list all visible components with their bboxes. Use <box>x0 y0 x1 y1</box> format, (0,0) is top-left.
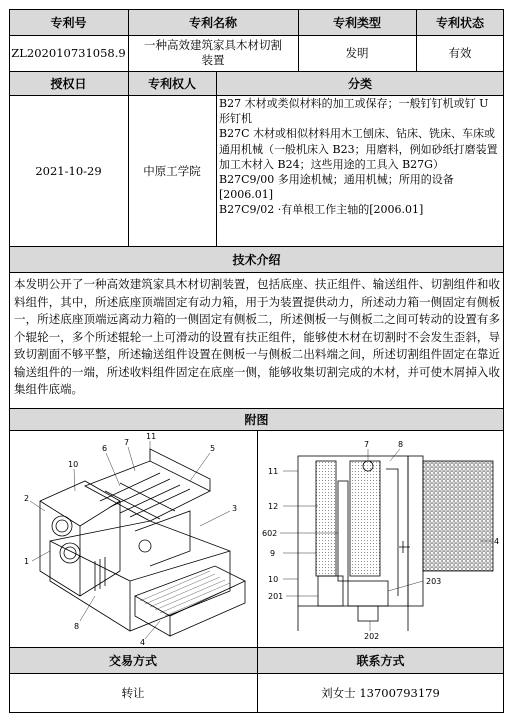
patent-number: ZL202010731058.9 <box>11 46 126 60</box>
contact-info: 刘女士 13700793179 <box>321 686 440 700</box>
tech-description: 本发明公开了一种高效建筑家具木材切割装置，包括底座、扶正组件、输送组件、切割组件和收料组件，其中，所述底座顶端固定有动力箱，用于为装置提供动力，所述动力箱一侧固定有侧板一，所述底座顶端远离动力箱的一侧固定有侧板二，所述侧板一与侧板二之间可转动的设置有多个辊轮一，多个所述辊轮一上可滑动的设置有扶正组件，能够使木材在切割时不会发生歪斜，导致切割面不够平整，所述输送组件设置在侧板一与侧板二出料端之间，所述切割组件固定在靠近输送组件的一端，所述收料组件固定在底座一侧，能够收集切割完成的木材，并可使木屑掉入收集组件底端。 <box>14 277 500 396</box>
classification-list <box>219 96 502 218</box>
header-trade-method: 交易方式 <box>9 648 257 673</box>
grant-date: 2021-10-29 <box>35 163 102 178</box>
figure-label: 12 <box>268 502 279 511</box>
figure-label: 7 <box>364 440 370 449</box>
figure-section-drawing <box>258 431 504 647</box>
figure-label: 8 <box>74 622 80 631</box>
figure-label: 4 <box>140 638 146 647</box>
classification-item: B27C9/00 多用途机械；通用机械；所用的设备[2006.01] <box>219 173 454 202</box>
classification-item: B27 木材或类似材料的加工或保存；一般钉钉机或钉 U 形钉机 <box>219 97 489 126</box>
figure-label: 602 <box>262 529 278 538</box>
figure-label: 2 <box>24 494 30 503</box>
patent-owner: 中原工学院 <box>143 163 201 178</box>
header-owner: 专利权人 <box>128 71 216 95</box>
trade-method: 转让 <box>121 686 145 700</box>
figure-label: 203 <box>426 577 442 586</box>
header-patent-no: 专利号 <box>9 9 128 35</box>
header-patent-status: 专利状态 <box>416 9 504 35</box>
figure-label: 9 <box>270 549 276 558</box>
figure-label: 11 <box>268 467 279 476</box>
tech-section-title: 技术介绍 <box>9 246 504 272</box>
header-patent-name: 专利名称 <box>128 9 298 35</box>
figure-label: 7 <box>124 438 130 447</box>
figure-label: 202 <box>364 632 380 641</box>
figure-label: 3 <box>232 504 238 513</box>
figure-perspective-drawing <box>10 431 258 647</box>
header-patent-type: 专利类型 <box>298 9 416 35</box>
patent-name: 一种高效建筑家具木材切割装置 <box>144 38 282 67</box>
figure-label: 1 <box>24 557 30 566</box>
classification-item: B27C9/02 ·有单根工作主轴的[2006.01] <box>219 203 424 217</box>
figure-section-title: 附图 <box>9 408 504 430</box>
figure-label: 8 <box>398 440 404 449</box>
figure-label: 10 <box>68 460 79 469</box>
figure-label: 11 <box>146 432 157 441</box>
header-classification: 分类 <box>216 71 504 95</box>
classification-item: B27C 木材或相似材料用木工刨床、钻床、铣床、车床或通用机械（一般机床入 B23；用磨料，例如砂纸打磨装置加工木材入 B24；这些用途的工具入 B27G） <box>219 127 498 171</box>
figure-label: 4 <box>494 537 500 546</box>
figure-label: 5 <box>210 444 216 453</box>
patent-type: 发明 <box>345 46 369 60</box>
patent-status: 有效 <box>448 46 472 60</box>
figure-label: 201 <box>268 592 284 601</box>
figure-label: 10 <box>268 575 279 584</box>
figure-label: 6 <box>102 444 108 453</box>
header-contact: 联系方式 <box>257 648 504 673</box>
header-grant-date: 授权日 <box>9 71 128 95</box>
